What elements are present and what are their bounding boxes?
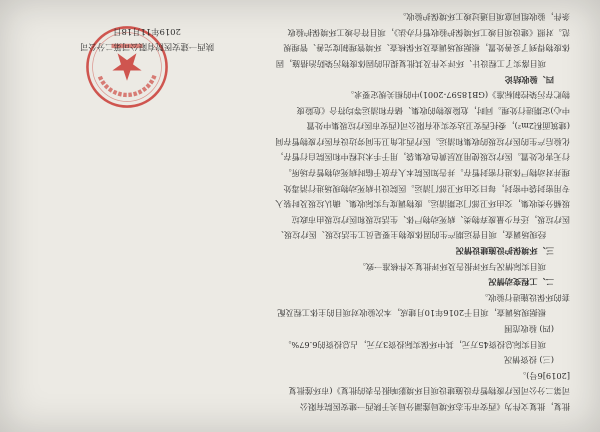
changes-text: 项目实际情况与环评报告及环评批复文件核准一致。 (357, 261, 546, 272)
changes-heading: 二、工程变动情况 (488, 277, 554, 288)
conclusion-line: 项目落实了工程设计、环评文件及其批复提出的固体废物污染防治措施，固 (275, 58, 546, 69)
environment-line: 圾桶分类收集，交由环卫部门定期清运。废物调度与实际收集、确认垃圾及时装入 (275, 199, 570, 210)
environment-line: 中心)定期进行处理。同时，危险废物的收集、储存和清运等均符合《危险废 (296, 105, 570, 116)
conclusion-line: 范。对照《建设项目竣工环境保护验收暂行办法》，项目符合竣工环境保护验收 (287, 27, 570, 38)
scope-heading: (四) 验收范围 (504, 324, 554, 335)
conclusion-heading: 四、验收结论 (504, 74, 554, 85)
investment-heading: (三) 投资情况 (504, 355, 554, 366)
environment-line: 医疗垃圾，还有少量废弃物类、病死动物尸体、生活垃圾和医疗垃圾由市政垃 (291, 214, 570, 225)
signature-date: 2019年11月18日 (113, 27, 181, 37)
environment-line: 理并对动物尸体进行密封暂存。并告知医院本人存放于临时病死动物暂存场所。 (283, 168, 570, 179)
environment-line: 行无害化处置。医疗垃圾使用双层黄色收集袋，用于手术过程中和医院自行暂存， (275, 152, 570, 163)
environment-heading: 三、环境保护设施建设情况 (455, 246, 554, 257)
investment-text: 项目实际总投资45万元，其中环保实际投资3万元，占总投资的6.67%。 (283, 339, 546, 350)
document-content (30, 12, 570, 414)
intro-line: 司第二分公司医疗废物暂存设施建设项目环境影响报告表的批复》(市环莲批复 (288, 386, 570, 397)
environment-line: 化验后产生的医疗垃圾的收集和清运。医疗西北角卫生间旁边设有医疗废物暂存间 (275, 136, 570, 147)
intro-line: 批复，批复文件为《西安市生态环境局莲湖分局关于陕西一建安医院有限公 (299, 402, 570, 412)
signature-organization: 陕西一建安医院有限公司第二分公司 (80, 42, 214, 52)
signature-block (80, 24, 214, 54)
environment-line: 经现场调查，项目营运期产生的固体废物主要是员工生活垃圾、医疗垃圾、 (275, 230, 546, 241)
environment-line: (建筑面积2m²)，委托西安卫达安实业有限公司(西安市医疗垃圾集中处置 (306, 121, 570, 132)
scope-line: 根据现场调查，项目于2016年10月建成，本次验收对项目的主体工程及配 (277, 308, 546, 319)
conclusion-line: 条件，验收组同意项目通过竣工环境保护验收。 (398, 12, 570, 23)
scope-line: 套的环保设施进行验收。 (479, 292, 570, 303)
intro-line: [2019]6号)。 (517, 370, 570, 381)
conclusion-line: 体废物得到了妥善处置，根据现场调查及环保核查、环境管理制度完善、管理规 (283, 43, 570, 54)
environment-line: 物贮存污染控制标准》(GB18597-2001)中的相关规定要求。 (345, 90, 570, 101)
environment-line: 专用密封袋中密封，每日交由环卫部门清运。医院设计病死动物现场进行消毒处 (283, 183, 570, 194)
